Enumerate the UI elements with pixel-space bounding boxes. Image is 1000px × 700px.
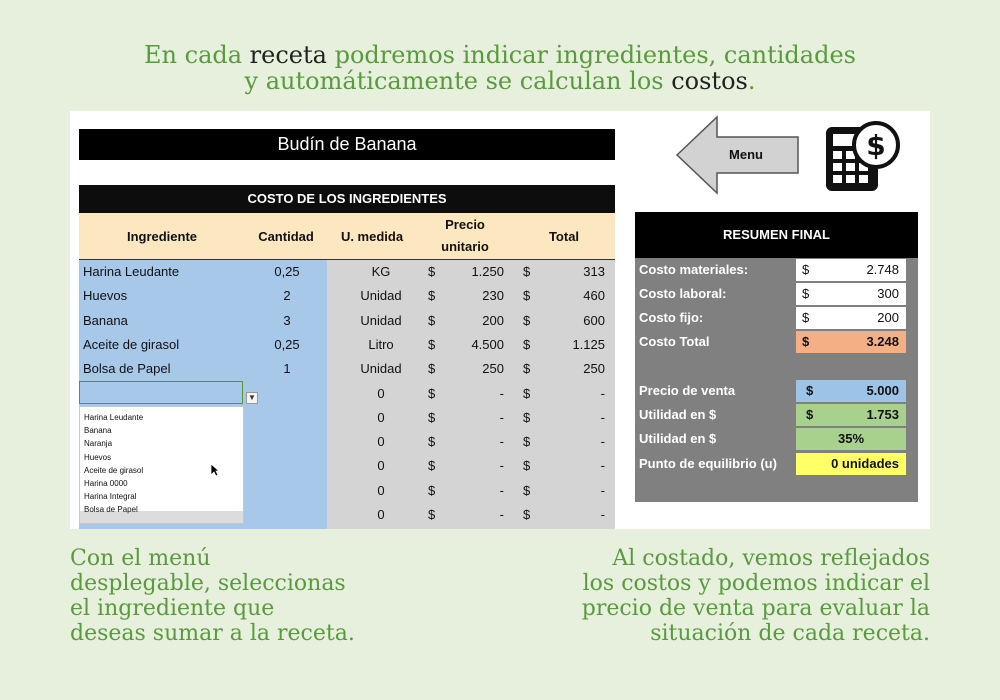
cell-total: - [600, 507, 605, 522]
cell-ds2: $ [523, 288, 531, 304]
cell-cantidad[interactable]: 1 [283, 361, 291, 377]
cell-ds2: $ [523, 434, 531, 450]
cell-cantidad[interactable] [247, 503, 327, 527]
cell-precio: - [499, 507, 504, 522]
cell-ds1: $ [428, 385, 436, 401]
cell-ds2: $ [523, 264, 531, 279]
cell-cantidad[interactable] [247, 479, 327, 503]
svg-text:$: $ [866, 129, 886, 162]
value-costo-materiales: $ 2.748 [796, 259, 906, 281]
cell-umedida: 0 [377, 507, 385, 522]
spreadsheet [70, 111, 930, 529]
recipe-title[interactable]: Budín de Banana [79, 129, 615, 160]
cell-cantidad[interactable] [247, 406, 327, 430]
cell-ds2: $ [523, 361, 531, 377]
table-row [79, 284, 615, 308]
ingredients-section-title: COSTO DE LOS INGREDIENTES [79, 185, 615, 213]
cell-ds2: $ [523, 482, 531, 498]
cell-total: - [600, 482, 605, 498]
table-row [79, 357, 615, 381]
cell-ds1: $ [428, 507, 436, 522]
label-utilidad-monto: Utilidad en $ [639, 407, 717, 422]
cell-precio: 250 [482, 361, 504, 377]
cell-ds1: $ [428, 482, 436, 498]
cell-ds1: $ [428, 458, 436, 474]
cell-ds1: $ [428, 288, 436, 304]
menu-button[interactable]: Menu [729, 147, 763, 162]
cell-ds2: $ [523, 409, 531, 425]
cell-total: - [600, 458, 605, 474]
cell-total: - [600, 409, 605, 425]
page-heading [0, 42, 1000, 94]
chevron-down-icon: ▼ [248, 393, 256, 402]
mouse-pointer-icon [210, 463, 220, 477]
cell-umedida: 0 [377, 482, 385, 498]
dropdown-option[interactable]: Harina Integral [84, 492, 137, 502]
dropdown-option[interactable]: Aceite de girasol [84, 465, 144, 475]
header-precio-unitario: Precio unitario [417, 213, 513, 259]
calculator-dollar-icon [822, 117, 904, 193]
footer-left-caption: Con el menú desplegable, seleccionas el ingrediente que deseas sumar a la receta. [70, 546, 355, 646]
cell-cantidad[interactable] [247, 454, 327, 478]
cell-cantidad[interactable]: 0,25 [274, 264, 300, 279]
cell-ds1: $ [428, 361, 436, 377]
cell-ds1: $ [428, 434, 436, 450]
cell-ingrediente[interactable]: Banana [83, 312, 128, 328]
label-costo-laboral: Costo laboral: [639, 286, 727, 301]
value-utilidad-monto: $ 1.753 [796, 404, 906, 426]
cell-ds1: $ [428, 312, 436, 328]
cell-precio: - [499, 482, 504, 498]
cell-cantidad[interactable] [247, 382, 327, 406]
cell-precio: 200 [482, 312, 504, 328]
dropdown-option[interactable]: Naranja [84, 439, 113, 449]
cell-umedida: Litro [368, 336, 394, 352]
cell-ds2: $ [523, 458, 531, 474]
cell-umedida: 0 [377, 458, 385, 474]
heading-line-1: En cada receta podremos indicar ingredientes, cantidades [144, 41, 856, 69]
header-umedida: U. medida [327, 213, 417, 259]
cell-precio: - [499, 385, 504, 401]
cell-ds1: $ [428, 264, 436, 279]
cell-total: 600 [583, 312, 605, 328]
label-costo-total: Costo Total [639, 334, 710, 349]
header-cantidad: Cantidad [245, 213, 327, 259]
dropdown-option[interactable]: Harina Leudante [84, 413, 144, 422]
value-precio-venta[interactable]: $ 5.000 [796, 380, 906, 402]
cell-precio: 230 [482, 288, 504, 304]
cell-umedida: Unidad [360, 312, 402, 328]
cell-umedida: 0 [377, 409, 385, 425]
summary-title: RESUMEN FINAL [635, 212, 918, 258]
cell-precio: - [499, 458, 504, 474]
cell-umedida: 0 [377, 434, 385, 450]
table-row [79, 333, 615, 357]
value-costo-fijo[interactable]: $ 200 [796, 307, 906, 329]
cell-umedida: KG [371, 264, 391, 279]
label-costo-materiales: Costo materiales: [639, 262, 749, 277]
label-punto-equilibrio: Punto de equilibrio (u) [639, 456, 777, 471]
cell-precio: - [499, 434, 504, 450]
cell-umedida: 0 [377, 385, 385, 401]
label-costo-fijo: Costo fijo: [639, 310, 704, 325]
cell-cantidad[interactable] [247, 430, 327, 454]
cell-ingrediente[interactable]: Aceite de girasol [83, 336, 180, 352]
cell-ds1: $ [428, 409, 436, 425]
heading-line-2: y automáticamente se calculan los costos. [244, 67, 756, 95]
cell-total: - [600, 385, 605, 401]
cell-ds1: $ [428, 336, 436, 352]
header-ingrediente: Ingrediente [79, 213, 245, 259]
cell-ingrediente[interactable]: Bolsa de Papel [83, 361, 171, 377]
cell-cantidad[interactable]: 0,25 [274, 336, 300, 352]
cell-total: 250 [583, 361, 605, 377]
value-utilidad-pct: 35% [796, 428, 906, 450]
cell-ds2: $ [523, 385, 531, 401]
value-costo-laboral[interactable]: $ 300 [796, 283, 906, 305]
label-utilidad-pct: Utilidad en $ [639, 431, 717, 446]
label-precio-venta: Precio de venta [639, 383, 736, 398]
cell-total: 313 [583, 264, 605, 279]
cell-total: 460 [583, 288, 605, 304]
cell-ingrediente[interactable]: Huevos [83, 288, 128, 304]
footer-right-caption: Al costado, vemos reflejados los costos y podemos indicar el precio de venta para evaluar la situación de cada receta. [581, 546, 930, 646]
cell-ingrediente[interactable]: Harina Leudante [83, 264, 180, 279]
cell-precio: - [499, 409, 504, 425]
cell-umedida: Unidad [360, 361, 402, 377]
cell-ds2: $ [523, 507, 531, 522]
cell-ds2: $ [523, 336, 531, 352]
cell-total: 1.125 [572, 336, 605, 352]
value-costo-total: $ 3.248 [796, 331, 906, 353]
dropdown-button[interactable] [246, 392, 258, 404]
ingredient-select-input[interactable] [79, 381, 243, 404]
cell-total: - [600, 434, 605, 450]
cell-precio: 1.250 [471, 264, 504, 279]
dropdown-option[interactable]: Banana [84, 426, 112, 436]
cell-cantidad[interactable]: 2 [283, 288, 291, 304]
header-total: Total [513, 213, 615, 259]
table-row [79, 260, 615, 284]
cell-umedida: Unidad [360, 288, 402, 304]
dropdown-option[interactable]: Huevos [84, 452, 112, 462]
table-row [79, 309, 615, 333]
dropdown-option[interactable]: Harina 0000 [84, 479, 128, 488]
cell-cantidad[interactable]: 3 [283, 312, 291, 328]
cell-ds2: $ [523, 312, 531, 328]
dropdown-option[interactable]: Bolsa de Papel [84, 505, 138, 515]
value-punto-equilibrio: 0 unidades [796, 453, 906, 475]
cell-precio: 4.500 [471, 336, 504, 352]
